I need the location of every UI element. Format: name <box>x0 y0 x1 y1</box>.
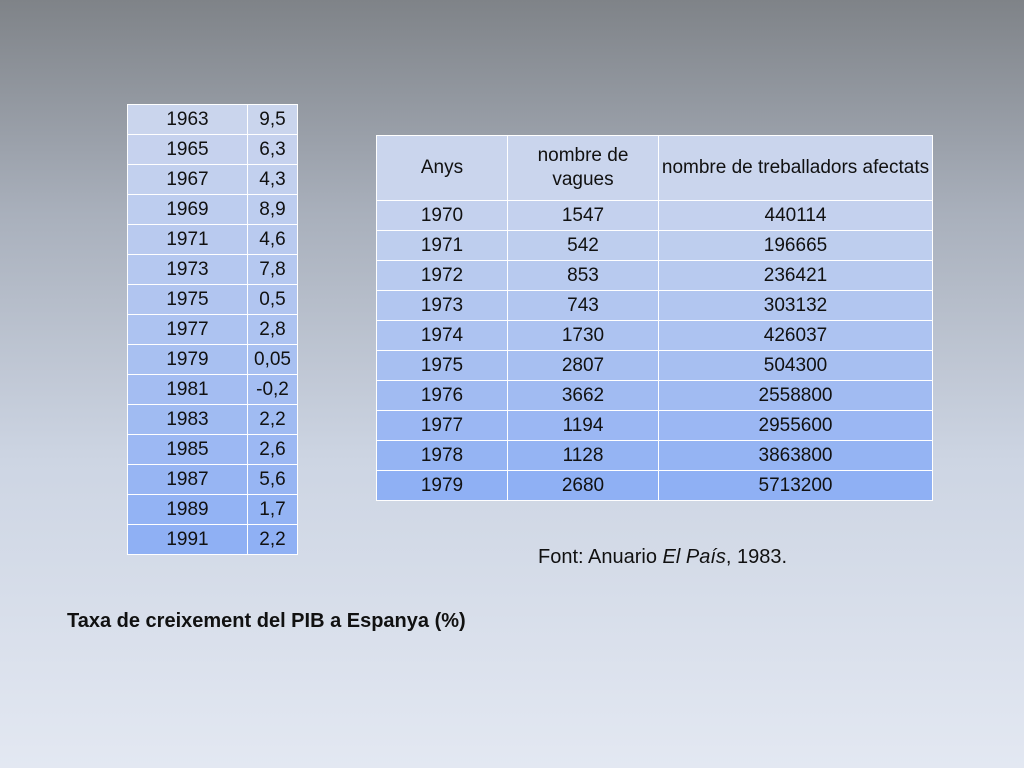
gdp-table-row <box>128 225 298 255</box>
gdp-year-cell: 1987 <box>128 465 248 495</box>
strikes-count-cell: 3662 <box>508 381 659 411</box>
strikes-table-row <box>377 381 933 411</box>
gdp-year-cell: 1963 <box>128 105 248 135</box>
gdp-table-row <box>128 405 298 435</box>
strikes-workers-cell: 236421 <box>659 261 933 291</box>
strikes-table-row <box>377 411 933 441</box>
gdp-table-row <box>128 315 298 345</box>
gdp-year-cell: 1985 <box>128 435 248 465</box>
strikes-count-cell: 1194 <box>508 411 659 441</box>
strikes-workers-cell: 3863800 <box>659 441 933 471</box>
strikes-workers-cell: 2558800 <box>659 381 933 411</box>
gdp-year-cell: 1971 <box>128 225 248 255</box>
strikes-year-cell: 1976 <box>377 381 508 411</box>
gdp-year-cell: 1967 <box>128 165 248 195</box>
gdp-table-row <box>128 495 298 525</box>
strikes-table-row <box>377 441 933 471</box>
strikes-year-cell: 1972 <box>377 261 508 291</box>
gdp-table-row <box>128 105 298 135</box>
gdp-rate-cell: 2,6 <box>248 435 298 465</box>
gdp-year-cell: 1981 <box>128 375 248 405</box>
gdp-table-row <box>128 165 298 195</box>
strikes-count-cell: 853 <box>508 261 659 291</box>
gdp-growth-table <box>127 104 298 555</box>
strikes-workers-cell: 426037 <box>659 321 933 351</box>
strikes-table-row <box>377 261 933 291</box>
gdp-rate-cell: 2,8 <box>248 315 298 345</box>
strikes-table-row <box>377 351 933 381</box>
strikes-workers-cell: 5713200 <box>659 471 933 501</box>
gdp-year-cell: 1991 <box>128 525 248 555</box>
gdp-year-cell: 1969 <box>128 195 248 225</box>
strikes-year-cell: 1978 <box>377 441 508 471</box>
header-workers: nombre de treballadors afectats <box>659 136 933 201</box>
strikes-table-body <box>377 136 933 501</box>
gdp-table-row <box>128 375 298 405</box>
strikes-table-row <box>377 201 933 231</box>
gdp-rate-cell: 5,6 <box>248 465 298 495</box>
gdp-table-body <box>128 105 298 555</box>
strikes-table-row <box>377 471 933 501</box>
gdp-year-cell: 1975 <box>128 285 248 315</box>
gdp-table-caption: Taxa de creixement del PIB a Espanya (%) <box>67 610 466 632</box>
header-strikes: nombre de vagues <box>508 136 659 201</box>
gdp-table-row <box>128 195 298 225</box>
gdp-table-row <box>128 255 298 285</box>
strikes-table <box>376 135 933 501</box>
gdp-rate-cell: -0,2 <box>248 375 298 405</box>
strikes-count-cell: 2807 <box>508 351 659 381</box>
gdp-table-row <box>128 135 298 165</box>
strikes-year-cell: 1974 <box>377 321 508 351</box>
strikes-year-cell: 1977 <box>377 411 508 441</box>
source-prefix: Font: Anuario <box>538 546 663 568</box>
gdp-year-cell: 1989 <box>128 495 248 525</box>
strikes-year-cell: 1971 <box>377 231 508 261</box>
strikes-workers-cell: 303132 <box>659 291 933 321</box>
header-years: Anys <box>377 136 508 201</box>
gdp-rate-cell: 7,8 <box>248 255 298 285</box>
strikes-workers-cell: 440114 <box>659 201 933 231</box>
strikes-count-cell: 1547 <box>508 201 659 231</box>
strikes-workers-cell: 504300 <box>659 351 933 381</box>
strikes-count-cell: 743 <box>508 291 659 321</box>
gdp-year-cell: 1977 <box>128 315 248 345</box>
strikes-workers-cell: 2955600 <box>659 411 933 441</box>
strikes-table-row <box>377 321 933 351</box>
strikes-count-cell: 2680 <box>508 471 659 501</box>
strikes-count-cell: 1730 <box>508 321 659 351</box>
strikes-table-header-row <box>377 136 933 201</box>
strikes-table-row <box>377 231 933 261</box>
gdp-table-row <box>128 285 298 315</box>
gdp-table-row <box>128 525 298 555</box>
strikes-year-cell: 1975 <box>377 351 508 381</box>
gdp-rate-cell: 2,2 <box>248 525 298 555</box>
strikes-year-cell: 1979 <box>377 471 508 501</box>
gdp-table-row <box>128 435 298 465</box>
strikes-workers-cell: 196665 <box>659 231 933 261</box>
gdp-year-cell: 1965 <box>128 135 248 165</box>
gdp-rate-cell: 4,3 <box>248 165 298 195</box>
gdp-rate-cell: 0,5 <box>248 285 298 315</box>
gdp-year-cell: 1979 <box>128 345 248 375</box>
gdp-year-cell: 1973 <box>128 255 248 285</box>
strikes-count-cell: 1128 <box>508 441 659 471</box>
gdp-rate-cell: 0,05 <box>248 345 298 375</box>
gdp-year-cell: 1983 <box>128 405 248 435</box>
gdp-rate-cell: 6,3 <box>248 135 298 165</box>
gdp-rate-cell: 9,5 <box>248 105 298 135</box>
gdp-rate-cell: 1,7 <box>248 495 298 525</box>
strikes-count-cell: 542 <box>508 231 659 261</box>
strikes-year-cell: 1973 <box>377 291 508 321</box>
gdp-rate-cell: 4,6 <box>248 225 298 255</box>
gdp-table-row <box>128 465 298 495</box>
gdp-rate-cell: 2,2 <box>248 405 298 435</box>
gdp-table-row <box>128 345 298 375</box>
gdp-rate-cell: 8,9 <box>248 195 298 225</box>
source-suffix: , 1983. <box>725 546 788 568</box>
strikes-year-cell: 1970 <box>377 201 508 231</box>
source-note <box>538 545 787 569</box>
source-title: El País <box>662 546 726 568</box>
strikes-table-row <box>377 291 933 321</box>
